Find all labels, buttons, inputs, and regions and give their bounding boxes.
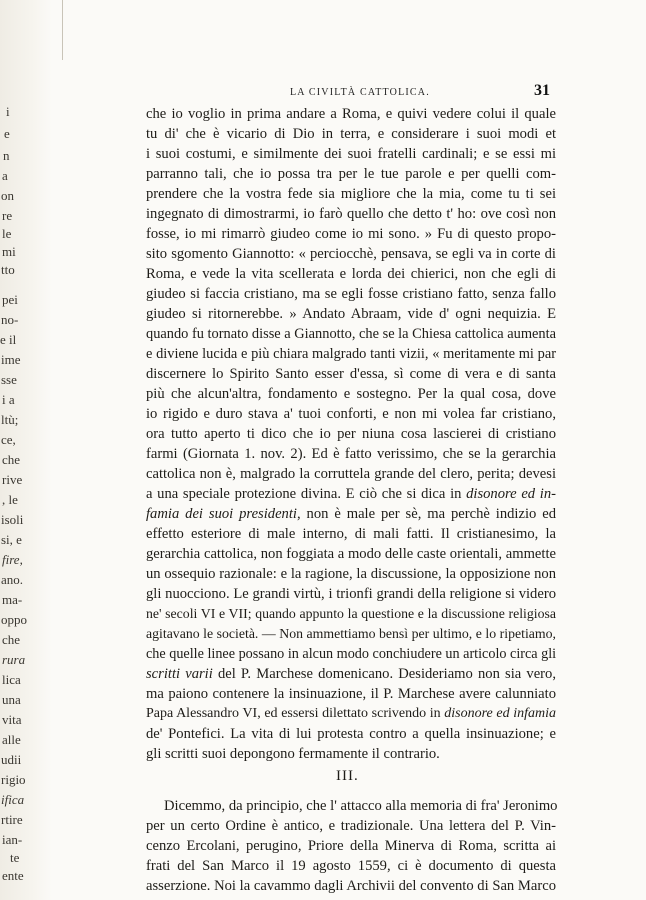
gutter-fragment: re [2, 208, 13, 223]
facing-page-gutter [0, 0, 52, 900]
text-line: effetto esteriore di male interno, di mali fatti. Il cristianesimo, la [146, 526, 556, 542]
text-line: che io voglio in prima andare a Roma, e quivi vedere colui il quale [146, 106, 556, 122]
text-line: e diviene lucida e più chiara malgrado tanti vizii, « meritamente mi par [146, 346, 556, 362]
gutter-fragment: a [2, 168, 8, 183]
text-line [146, 664, 556, 684]
running-head: LA CIVILTÀ CATTOLICA. [290, 87, 430, 98]
text-line: ora tutto aperto ti dico che io per niuna cosa lascierei di cristiano [146, 426, 556, 442]
text-segment: a una speciale protezione divina. E ciò che si dica in [146, 486, 462, 502]
gutter-fragment: i [6, 104, 10, 119]
text-line: per un certo Ordine è antico, e tradizionale. Una lettera del P. Vin- [146, 818, 556, 834]
gutter-fragment: si, e [1, 532, 22, 547]
gutter-fragment: e [4, 126, 10, 141]
text-line: agitavano le società. — Non ammettiamo bensì per ultimo, e lo ripetiamo, [146, 626, 556, 641]
gutter-fragment: una [2, 692, 21, 707]
gutter-fragment: ime [1, 352, 21, 367]
text-line: farmi (Giornata 1. nov. 2). Ed è fatto verissimo, che se la gerarchia [146, 446, 556, 462]
gutter-fragment: n [3, 148, 10, 163]
text-segment: Papa Alessandro VI, ed essersi dilettato scrivendo in [146, 706, 441, 721]
text-line: i suoi costumi, e similmente dei suoi fratelli cardinali; e se essi mi [146, 146, 556, 162]
gutter-fragment: le [2, 226, 12, 241]
text-line: prendere che la vostra fede sia migliore che la mia, come tu ti sei [146, 186, 556, 202]
text-line: ma paiono contenere la insinuazione, il P. Marchese avere calunniato [146, 686, 556, 702]
gutter-fragment: rura [2, 652, 26, 667]
text-line: che quelle linee possano in alcun modo conchiudere un articolo circa gli [146, 646, 557, 662]
italic-phrase: famia dei suoi presidenti [146, 506, 297, 522]
text-line [146, 704, 556, 724]
text-line: gli nuocciono. Le grandi virtù, i trionfi grandi della religione si videro [146, 586, 556, 602]
italic-phrase: disonore ed in- [466, 486, 556, 502]
text-line: parranno tali, che io possa tra per le tue parole e per quelli com- [146, 166, 556, 182]
gutter-fragment: udii [1, 752, 22, 767]
gutter-fragment: rive [2, 472, 23, 487]
gutter-fragment: rtire [1, 812, 23, 827]
gutter-fragment: isoli [1, 512, 24, 527]
gutter-fragment: rigio [1, 772, 26, 787]
italic-phrase: scritti varii [146, 666, 213, 682]
gutter-fragment: ente [2, 868, 24, 883]
italic-phrase: disonore ed infamia [444, 706, 556, 721]
gutter-fragment: che [2, 632, 21, 647]
gutter-fragment: sse [1, 372, 17, 387]
text-line: quando fu tornato disse a Giannotto, che se la Chiesa cattolica aumenta [146, 326, 556, 342]
page-number: 31 [534, 82, 550, 99]
text-line: più che alcun'altra, fondamento e sostegno. Per la qual cosa, dove [146, 386, 556, 402]
text-line: gli scritti suoi depongono fermamente il contrario. [146, 746, 440, 762]
gutter-fragment: ano. [1, 572, 24, 587]
gutter-fragment: ma- [2, 592, 23, 607]
text-line: un ossequio razionale: e la ragione, la discussione, la opposizione non [146, 566, 556, 582]
gutter-fragment: no- [1, 312, 19, 327]
gutter-fragment: che [2, 452, 21, 467]
text-line: giudeo si ritornerebbe. » Andato Abraam, vide d' ogni nequizia. E [146, 306, 556, 322]
gutter-fragment: alle [2, 732, 21, 747]
text-line: io rigido e duro stava a' tuoi conforti, e non mi volea far cristiano, [146, 406, 556, 422]
gutter-fragment: pei [2, 292, 18, 307]
text-line: ingegnato di dimostrarmi, io farò quello che detto t' ho: ove così non [146, 206, 556, 222]
text-segment: , non è male per sè, ma perchè indizio ed [296, 506, 556, 522]
gutter-fragment: i a [2, 392, 15, 407]
gutter-fragment: ltù; [1, 412, 19, 427]
text-line: gerarchia cattolica, non foggiata a modo delle caste orientali, ammette [146, 546, 556, 562]
text-line: Roma, e vede la vita scellerata e lorda dei chierici, non che egli di [146, 266, 556, 282]
text-line [146, 484, 556, 504]
gutter-fragment: ce, [1, 432, 16, 447]
text-line: cenzo Ercolani, perugino, Priore della Minerva di Roma, scritta ai [146, 838, 556, 854]
text-line: sito sgomento Giannotto: « perciocchè, pensava, se egli va in corte di [146, 246, 556, 262]
gutter-fragment: e il [0, 332, 17, 347]
gutter-fragment: mi [2, 244, 16, 259]
section-heading: III. [336, 768, 359, 784]
gutter-fragment: tto [1, 262, 15, 277]
text-segment: del P. Marchese domenicano. Desideriamo non sia vero, [212, 666, 556, 682]
gutter-fragment: vita [2, 712, 22, 727]
gutter-fragment: fire, [2, 552, 23, 567]
text-line: de' Pontefici. La vita di lui protesta contro a quella insinuazione; e [146, 726, 556, 742]
text-line: giudeo si faccia cristiano, ma se egli fosse cristiano fatto, senza fallo [146, 286, 556, 302]
text-line: cattolica non è, malgrado la corruttela grande del clero, perita; devesi [146, 466, 556, 482]
gutter-fragment: , le [2, 492, 18, 507]
gutter-fragment: on [1, 188, 14, 203]
text-line: discernere lo Spirito Santo esser d'essa, sì come di vera e di santa [146, 366, 556, 382]
text-line: frati del San Marco il 19 agosto 1559, ci è documento di questa [146, 858, 556, 874]
gutter-fragment: ifica [1, 792, 25, 807]
gutter-fragment: lica [2, 672, 21, 687]
gutter-fragment: ian- [2, 832, 23, 847]
text-line: Dicemmo, da principio, che l' attacco alla memoria di fra' Jeronimo [164, 798, 558, 814]
text-line [146, 504, 556, 524]
text-line: fosse, io mi rimarrò giudeo come io mi sono. » Fu di questo propo- [146, 226, 556, 242]
gutter-fragment: oppo [1, 612, 27, 627]
text-line: tu di' che è vicario di Dio in terra, e considerare i suoi modi et [146, 126, 556, 142]
text-line: ne' secoli VI e VII; quando appunto la questione e la discussione religiosa [146, 606, 556, 621]
gutter-fragment: te [10, 850, 20, 865]
page-fold-mark [62, 0, 63, 60]
text-line: asserzione. Noi la cavammo dagli Archivii del convento di San Marco [146, 878, 556, 894]
